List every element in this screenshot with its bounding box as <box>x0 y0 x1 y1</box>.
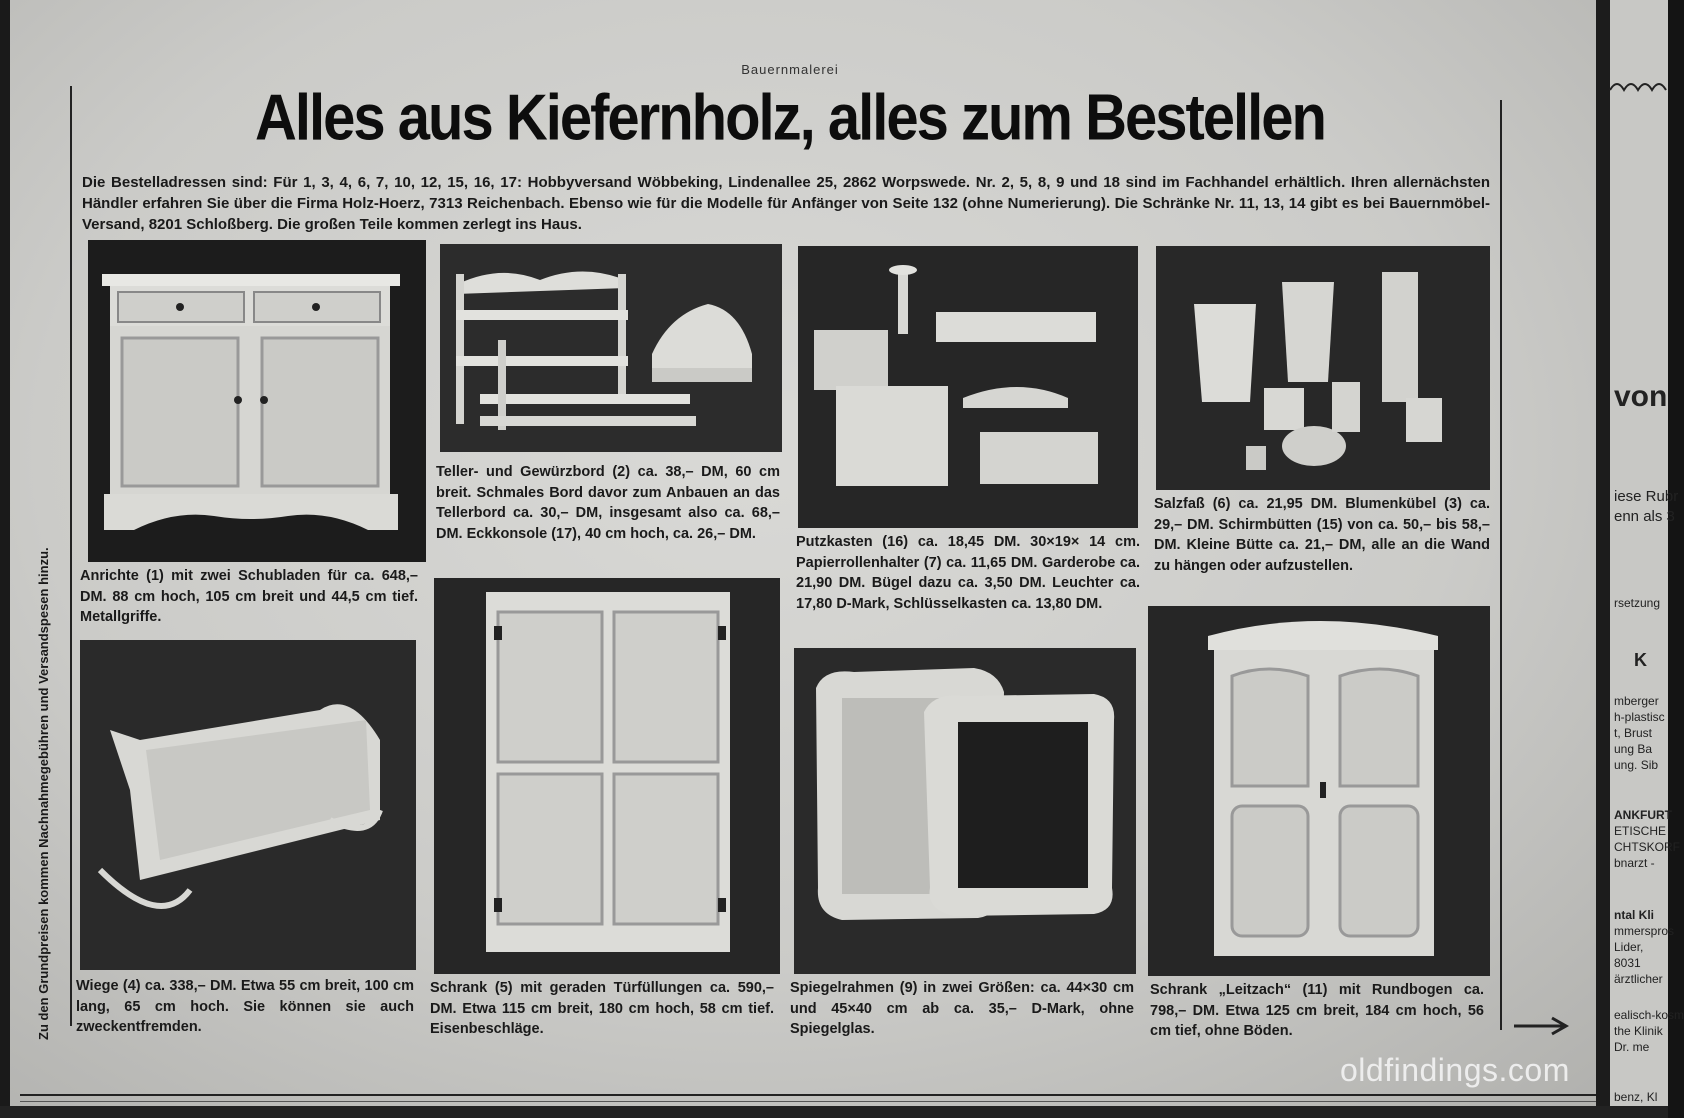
neighbor-fragment: von <box>1614 380 1668 413</box>
frame-line-bottom-2 <box>20 1101 1600 1102</box>
caption-salzfass: Salzfaß (6) ca. 21,95 DM. Blumenkübel (3) ca. 29,– DM. Schirmbütten (15) von ca. 50,– bis 58,– DM. Kleine Bütte ca. 21,– DM, alle an die Wand zu hängen oder aufzustellen. <box>1154 496 1490 574</box>
photo-spiegelrahmen <box>794 648 1136 974</box>
neighbor-fragment: CHTSKORF <box>1614 840 1680 854</box>
neighbor-fragment: ung Ba <box>1614 742 1653 756</box>
neighbor-fragment: benz, Kl <box>1614 1090 1658 1104</box>
arrow-icon <box>1512 1016 1572 1036</box>
frame-line-bottom <box>20 1094 1600 1096</box>
photo-leitzach <box>1148 606 1490 976</box>
neighbor-fragment: rsetzung <box>1614 596 1661 610</box>
neighbor-fragment: K <box>1634 650 1647 670</box>
page-headline: Alles aus Kiefernholz, alles zum Bestellen <box>255 81 1325 154</box>
film-edge-left <box>0 0 10 1118</box>
caption-tellerbord: Teller- und Gewürzbord (2) ca. 38,– DM, 60 cm breit. Schmales Bord davor zum Anbauen an das Tellerbord ca. 30,– DM, insgesamt also ca. 68,– DM. Eckkonsole (17), 40 cm hoch, ca. 26,– DM. <box>436 464 780 542</box>
neighbor-fragment: ANKFURT <box>1614 808 1672 822</box>
page-gap <box>1596 0 1610 1118</box>
neighbor-fragment: enn als 3 <box>1614 508 1675 525</box>
photo-salzfass <box>1156 246 1490 490</box>
frame-line-left <box>70 86 72 1026</box>
neighbor-fragment: the Klinik <box>1614 1024 1663 1038</box>
film-edge-bottom <box>0 1106 1668 1118</box>
watermark: oldfindings.com <box>1340 1052 1570 1088</box>
photo-tellerbord <box>440 244 782 452</box>
side-note: Zu den Grundpreisen kommen Nachnahmegebühren und Versandspesen hinzu. <box>36 547 51 1040</box>
caption-leitzach: Schrank „Leitzach“ (11) mit Rundbogen ca. 798,– DM. Etwa 125 cm breit, 184 cm hoch, 56 cm tief, ohne Böden. <box>1150 982 1484 1039</box>
neighbor-fragment: Lider, <box>1614 940 1644 954</box>
photo-anrichte <box>88 240 426 562</box>
neighbor-fragment: bnarzt - <box>1614 856 1655 870</box>
intro-paragraph: Die Bestelladressen sind: Für 1, 3, 4, 6, 7, 10, 12, 15, 16, 17: Hobbyversand Wöbbeking, Lindenallee 25, 2862 Worpswede. Nr. 2, 5, 8, 9 und 18 sind im Fachhandel erhältlich. Ihren allernächsten Händler erfahren Sie über die Firma Holz-Hoerz, 7313 Reichenbach. Ebenso wie für die Modelle für Anfänger von Seite 132 (ohne Numerierung). Die Schränke Nr. 11, 13, 14 gibt es bei Bauernmöbel-Versand, 8201 Schloßberg. Die großen Teile kommen zerlegt ins Haus. <box>82 174 1490 233</box>
caption-wiege: Wiege (4) ca. 338,– DM. Etwa 55 cm breit, 100 cm lang, 65 cm hoch. Sie können sie auch zweckentfremden. <box>76 978 414 1035</box>
neighbor-fragment: ealisch-kosm <box>1614 1008 1684 1022</box>
photo-putzkasten <box>798 246 1138 528</box>
neighbor-fragment: ETISCHE <box>1614 824 1667 838</box>
caption-anrichte: Anrichte (1) mit zwei Schubladen für ca. 648,– DM. 88 cm hoch, 105 cm breit und 44,5 cm tief. Metallgriffe. <box>80 568 418 625</box>
neighbor-fragment: t, Brust <box>1614 726 1653 740</box>
neighbor-fragment: mberger <box>1614 694 1659 708</box>
neighbor-fragment: mmerspros <box>1614 924 1675 938</box>
section-kicker: Bauernmalerei <box>741 62 839 77</box>
caption-spiegelrahmen: Spiegelrahmen (9) in zwei Größen: ca. 44×30 cm und 45×40 cm ab ca. 35,– D-Mark, ohne Spiegelglas. <box>790 980 1134 1037</box>
caption-putzkasten: Putzkasten (16) ca. 18,45 DM. 30×19× 14 cm. Papierrollenhalter (7) ca. 11,65 DM. Garderobe ca. 21,90 DM. Bügel dazu ca. 3,50 DM. Leuchter ca. 17,80 D-Mark, Schlüsselkasten ca. 13,80 DM. <box>796 534 1140 612</box>
neighbor-page <box>1610 0 1684 1118</box>
neighbor-fragment: iese Rubr <box>1614 488 1679 505</box>
neighbor-fragment: ärztlicher <box>1614 972 1663 986</box>
caption-schrank5: Schrank (5) mit geraden Türfüllungen ca. 590,– DM. Etwa 115 cm breit, 180 cm hoch, 58 cm tief. Eisenbeschläge. <box>430 980 774 1037</box>
frame-line-right <box>1500 100 1502 1030</box>
neighbor-fragment: 8031 <box>1614 956 1641 970</box>
photo-schrank5 <box>434 578 780 974</box>
neighbor-fragment: ntal Kli <box>1614 908 1655 922</box>
stamp-edge-icon <box>1610 70 1668 110</box>
neighbor-fragment: h-plastisc <box>1614 710 1665 724</box>
photo-wiege <box>80 640 416 970</box>
neighbor-fragment: ung. Sib <box>1614 758 1659 772</box>
neighbor-fragment: Dr. me <box>1614 1040 1650 1054</box>
